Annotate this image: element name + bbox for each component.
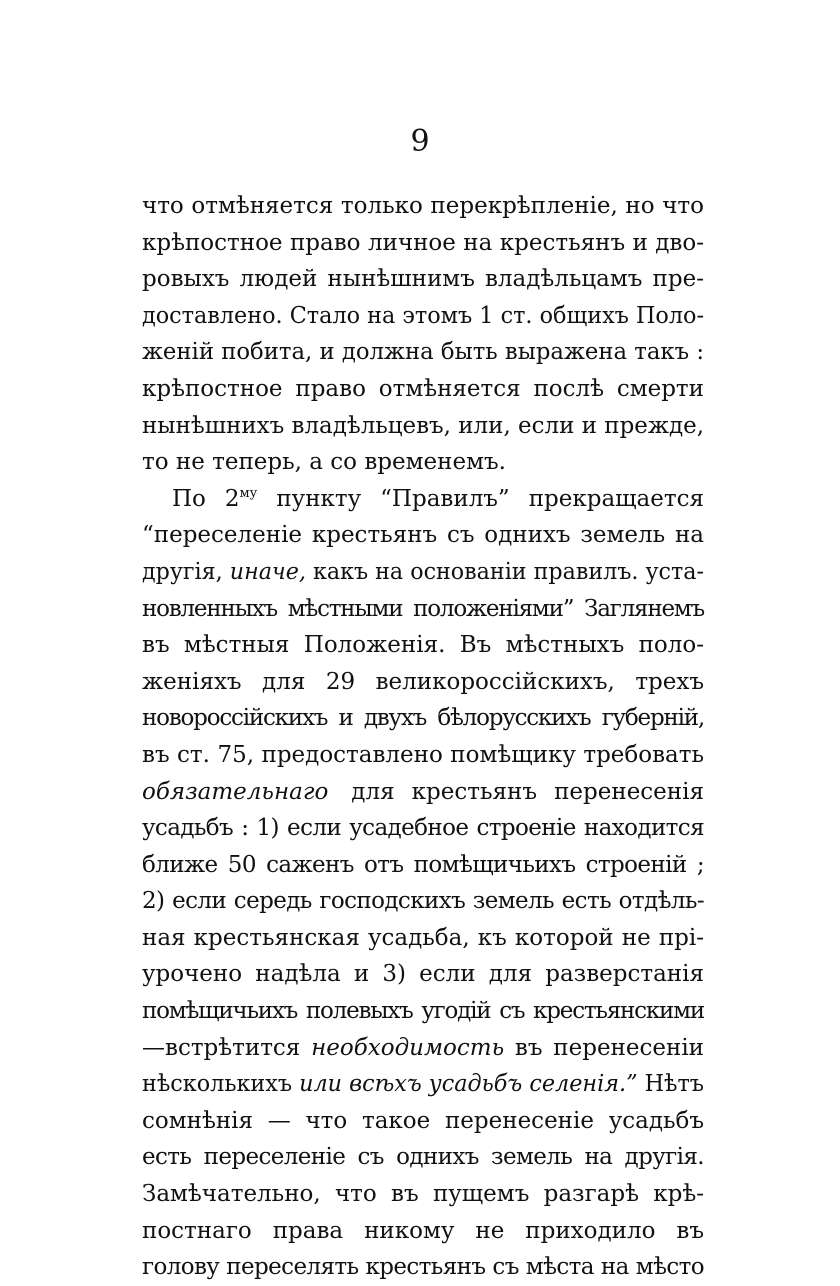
text-span: въ мѣстныя Положенія. Въ мѣстныхъ поло- (142, 632, 704, 659)
text-line-28 (142, 1176, 704, 1213)
text-span: постнаго права никому не приходило въ (142, 1217, 704, 1244)
text-line-5 (142, 334, 704, 371)
text-span: нынѣшнихъ владѣльцевъ, или, если и прежде, (142, 412, 704, 439)
text-fragment: другія, (142, 558, 223, 585)
text-span: голову переселять крестьянъ съ мѣста на мѣсто (142, 1254, 704, 1281)
text-line-8 (142, 444, 704, 481)
text-span: крѣпостное право отмѣняется послѣ смерти (142, 375, 704, 402)
text-span (142, 774, 704, 811)
text-line-2 (142, 225, 704, 262)
text-line-21 (142, 920, 704, 957)
text-line-26 (142, 1103, 704, 1140)
text-line-7 (142, 408, 704, 445)
text-line-11 (142, 554, 704, 591)
text-line-30 (142, 1249, 704, 1286)
text-span (172, 481, 704, 518)
text-span: урочено надѣла и 3) если для разверстанія (142, 961, 704, 988)
text-span: “переселеніе крестьянъ съ однихъ земель на (142, 522, 704, 549)
text-span: сомнѣнія — что такое перенесеніе усадьбъ (142, 1107, 704, 1134)
text-line-9 (142, 481, 704, 518)
text-span (142, 554, 704, 591)
text-span (142, 1030, 704, 1067)
text-line-3 (142, 261, 704, 298)
text-span: новороссійскихъ и двухъ бѣлорусскихъ губерній, (142, 705, 704, 732)
text-span: ровыхъ людей нынѣшнимъ владѣльцамъ пре- (142, 266, 704, 293)
text-line-22 (142, 956, 704, 993)
text-span: новленныхъ мѣстными положеніями” Заглянемъ (142, 595, 704, 622)
text-line-19 (142, 847, 704, 884)
text-span: усадьбъ : 1) если усадебное строеніе находится (142, 815, 704, 842)
text-fragment: какъ на основаніи правилъ. уста- (312, 558, 704, 585)
text-line-17 (142, 774, 704, 811)
text-fragment: —встрѣтится (142, 1034, 301, 1061)
text-line-27 (142, 1139, 704, 1176)
text-span: Замѣчательно, что въ пущемъ разгарѣ крѣ- (142, 1181, 704, 1208)
page-text (142, 188, 704, 1286)
text-line-25 (142, 1066, 704, 1103)
text-fragment: въ перенесеніи (514, 1034, 705, 1061)
text-line-18 (142, 810, 704, 847)
text-fragment: нѣсколькихъ (142, 1071, 293, 1098)
text-line-15 (142, 700, 704, 737)
superscript: му (239, 485, 258, 501)
text-span: ная крестьянская усадьба, къ которой не прі- (142, 924, 704, 951)
text-line-23 (142, 993, 704, 1030)
text-span: женіяхъ для 29 великороссійскихъ, трехъ (142, 668, 704, 695)
text-span: въ ст. 75, предоставлено помѣщику требовать (142, 741, 704, 768)
text-span: женій побита, и должна быть выражена такъ : (142, 339, 704, 366)
text-line-1 (142, 188, 704, 225)
text-span (142, 1066, 704, 1103)
italic-fragment: обязательнаго (142, 778, 329, 805)
text-span: что отмѣняется только перекрѣпленіе, но что (142, 193, 704, 219)
page-number: 9 (410, 124, 430, 159)
text-span: 2) если середь господскихъ земель есть отдѣль- (142, 888, 704, 915)
text-fragment: пункту “Правилъ” прекращается (276, 485, 704, 512)
italic-fragment: или (299, 1071, 343, 1098)
text-span: крѣпостное право личное на крестьянъ и дво- (142, 229, 704, 256)
text-fragment: По 2 (172, 485, 240, 512)
text-span: ближе 50 саженъ отъ помѣщичьихъ строеній ; (142, 851, 704, 878)
text-line-13 (142, 627, 704, 664)
text-fragment: для крестьянъ перенесенія (351, 778, 704, 805)
text-line-12 (142, 591, 704, 628)
text-line-14 (142, 664, 704, 701)
text-span: помѣщичьихъ полевыхъ угодій съ крестьянскими (142, 998, 704, 1025)
italic-fragment: необходимость (311, 1034, 505, 1061)
italic-fragment: иначе, (229, 558, 306, 585)
text-fragment: Нѣтъ (644, 1071, 704, 1098)
text-line-24 (142, 1030, 704, 1067)
text-line-10 (142, 517, 704, 554)
text-span: то не теперь, а со временемъ. (142, 449, 506, 476)
text-span: доставлено. Стало на этомъ 1 ст. общихъ Поло- (142, 302, 704, 329)
text-line-6 (142, 371, 704, 408)
text-line-16 (142, 737, 704, 774)
text-line-20 (142, 883, 704, 920)
text-span: есть переселеніе съ однихъ земель на другія. (142, 1144, 704, 1171)
text-line-4 (142, 298, 704, 335)
text-line-29 (142, 1213, 704, 1250)
italic-fragment: всѣхъ усадьбъ селенія.” (349, 1071, 638, 1098)
